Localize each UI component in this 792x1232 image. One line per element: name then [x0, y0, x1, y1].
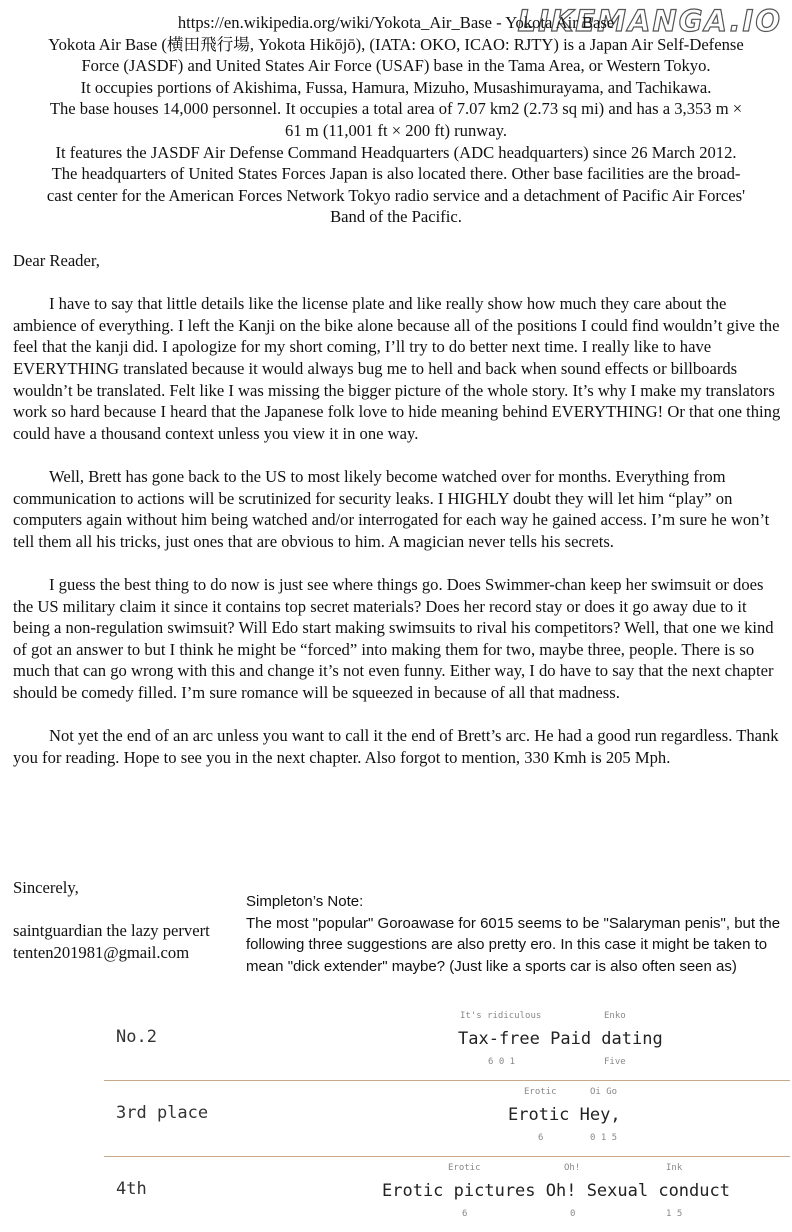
excerpt-line: It features the JASDF Air Defense Command Headquarters (ADC headquarters) since 26 March 2012. [55, 142, 737, 162]
number-annotation: 1 5 [666, 1209, 683, 1219]
phrase: Tax-free Paid dating [458, 1029, 663, 1049]
letter-body [13, 250, 783, 790]
number-annotation: 6 [538, 1133, 544, 1143]
source-url: https://en.wikipedia.org/wiki/Yokota_Air_Base - Yokota Air Base [177, 13, 615, 32]
reading-annotation: Ink [666, 1163, 683, 1173]
excerpt-line: Band of the Pacific. [330, 207, 462, 227]
reading-annotation: Oh! [564, 1163, 581, 1173]
table-row [104, 1157, 790, 1232]
signature-email: tenten201981@gmail.com [13, 942, 190, 962]
signature-name: saintguardian the lazy pervert [13, 921, 210, 941]
excerpt-line: 61 m (11,001 ft × 200 ft) runway. [285, 120, 507, 140]
letter-paragraph: I guess the best thing to do now is just see where things go. Does Swimmer-chan keep her swimsuit or does the US military claim it since it contains top secret materials? Does her record stay or does it go away due to it being a non-regulation swimsuit? Will Edo start making swimsuits to rival his competitors? Well, that one we kind of got an answer to but I think he might be “forced” into making them for two, maybe three, people. There is so much that can go wrong with this and change it’s not even funny. Either way, I do have to say that the next chapter should be comedy filled. I’m sure romance will be squeezed in because of all that madness. [13, 574, 774, 702]
phrase: Erotic Hey, [508, 1105, 621, 1125]
excerpt-line: cast center for the American Forces Network Tokyo radio service and a detachment of Pacific Air Forces' [46, 185, 746, 205]
wiki-excerpt [8, 12, 784, 228]
reading-annotation: Oi Go [590, 1087, 618, 1097]
rank-label: No.2 [116, 1027, 157, 1047]
reading-annotation: Enko [604, 1011, 626, 1021]
number-annotation: 0 [570, 1209, 576, 1219]
rank-label: 3rd place [116, 1103, 209, 1123]
phrase: Erotic pictures Oh! Sexual conduct [382, 1181, 730, 1201]
table-row [104, 1005, 790, 1081]
excerpt-line: The base houses 14,000 personnel. It occupies a total area of 7.07 km2 (2.73 sq mi) and has a 3,353 m × [49, 99, 743, 119]
signoff [13, 877, 243, 963]
excerpt-line: The headquarters of United States Forces Japan is also located there. Other base facilities are the broad- [51, 164, 741, 184]
excerpt-line: Force (JASDF) and United States Air Force (USAF) base in the Tama Area, or Western Tokyo. [81, 56, 711, 76]
greeting: Dear Reader, [13, 251, 100, 270]
excerpt-line: Yokota Air Base (横田飛行場, Yokota Hikōjō), (IATA: OKO, ICAO: RJTY) is a Japan Air Self-Defense [48, 34, 744, 54]
letter-paragraph: I have to say that little details like the license plate and like really show how much they care about the ambience of everything. I left the Kanji on the bike alone because all of the positions I could find wouldn’t give the feel that the kanji did. I apologize for my short coming, I’ll try to do better next time. I really like to have EVERYTHING translated because it would always bug me to hell and back when sound effects or billboards wouldn’t be translated. Felt like I was missing the bigger picture of the whole story. It’s why I make my translators work so hard because I heard that the Japanese folk love to hide meaning behind EVERYTHING! Or that one thing could have a thousand context unless you view it in one way. [13, 294, 781, 443]
goroawase-table [104, 1005, 790, 1232]
number-annotation: Five [604, 1057, 626, 1067]
excerpt-line: It occupies portions of Akishima, Fussa, Hamura, Mizuho, Musashimurayama, and Tachikawa. [80, 77, 712, 97]
letter-paragraph: Well, Brett has gone back to the US to most likely become watched over for months. Everything from communication to actions will be scrutinized for security leaks. I HIGHLY doubt they will let him “play” on computers again without him being watched and/or interrogated for each way he gained access. I’m sure he won’t tell them all his tricks, just ones that are obvious to him. A magician never tells his secrets. [13, 466, 770, 551]
table-row [104, 1081, 790, 1157]
note-title: Simpleton’s Note: [246, 893, 364, 910]
number-annotation: 0 1 5 [590, 1133, 618, 1143]
letter-paragraph: Not yet the end of an arc unless you want to call it the end of Brett’s arc. He had a good run regardless. Thank you for reading. Hope to see you in the next chapter. Also forgot to mention, 330 Kmh is 205 Mph. [13, 726, 779, 767]
closing: Sincerely, [13, 878, 79, 897]
note-body: The most "popular" Goroawase for 6015 seems to be "Salaryman penis", but the following three suggestions are also pretty ero. In this case it might be taken to mean "dick extender" maybe? (Just like a sports car is also often seen as) [246, 914, 781, 975]
number-annotation: 6 [462, 1209, 468, 1219]
watermark: LIKEMANGA.IO [517, 4, 782, 38]
reading-annotation: It's ridiculous [460, 1011, 542, 1021]
number-annotation: 6 0 1 [488, 1057, 516, 1067]
reading-annotation: Erotic [448, 1163, 481, 1173]
translator-note [246, 891, 788, 977]
rank-label: 4th [116, 1179, 147, 1199]
reading-annotation: Erotic [524, 1087, 557, 1097]
